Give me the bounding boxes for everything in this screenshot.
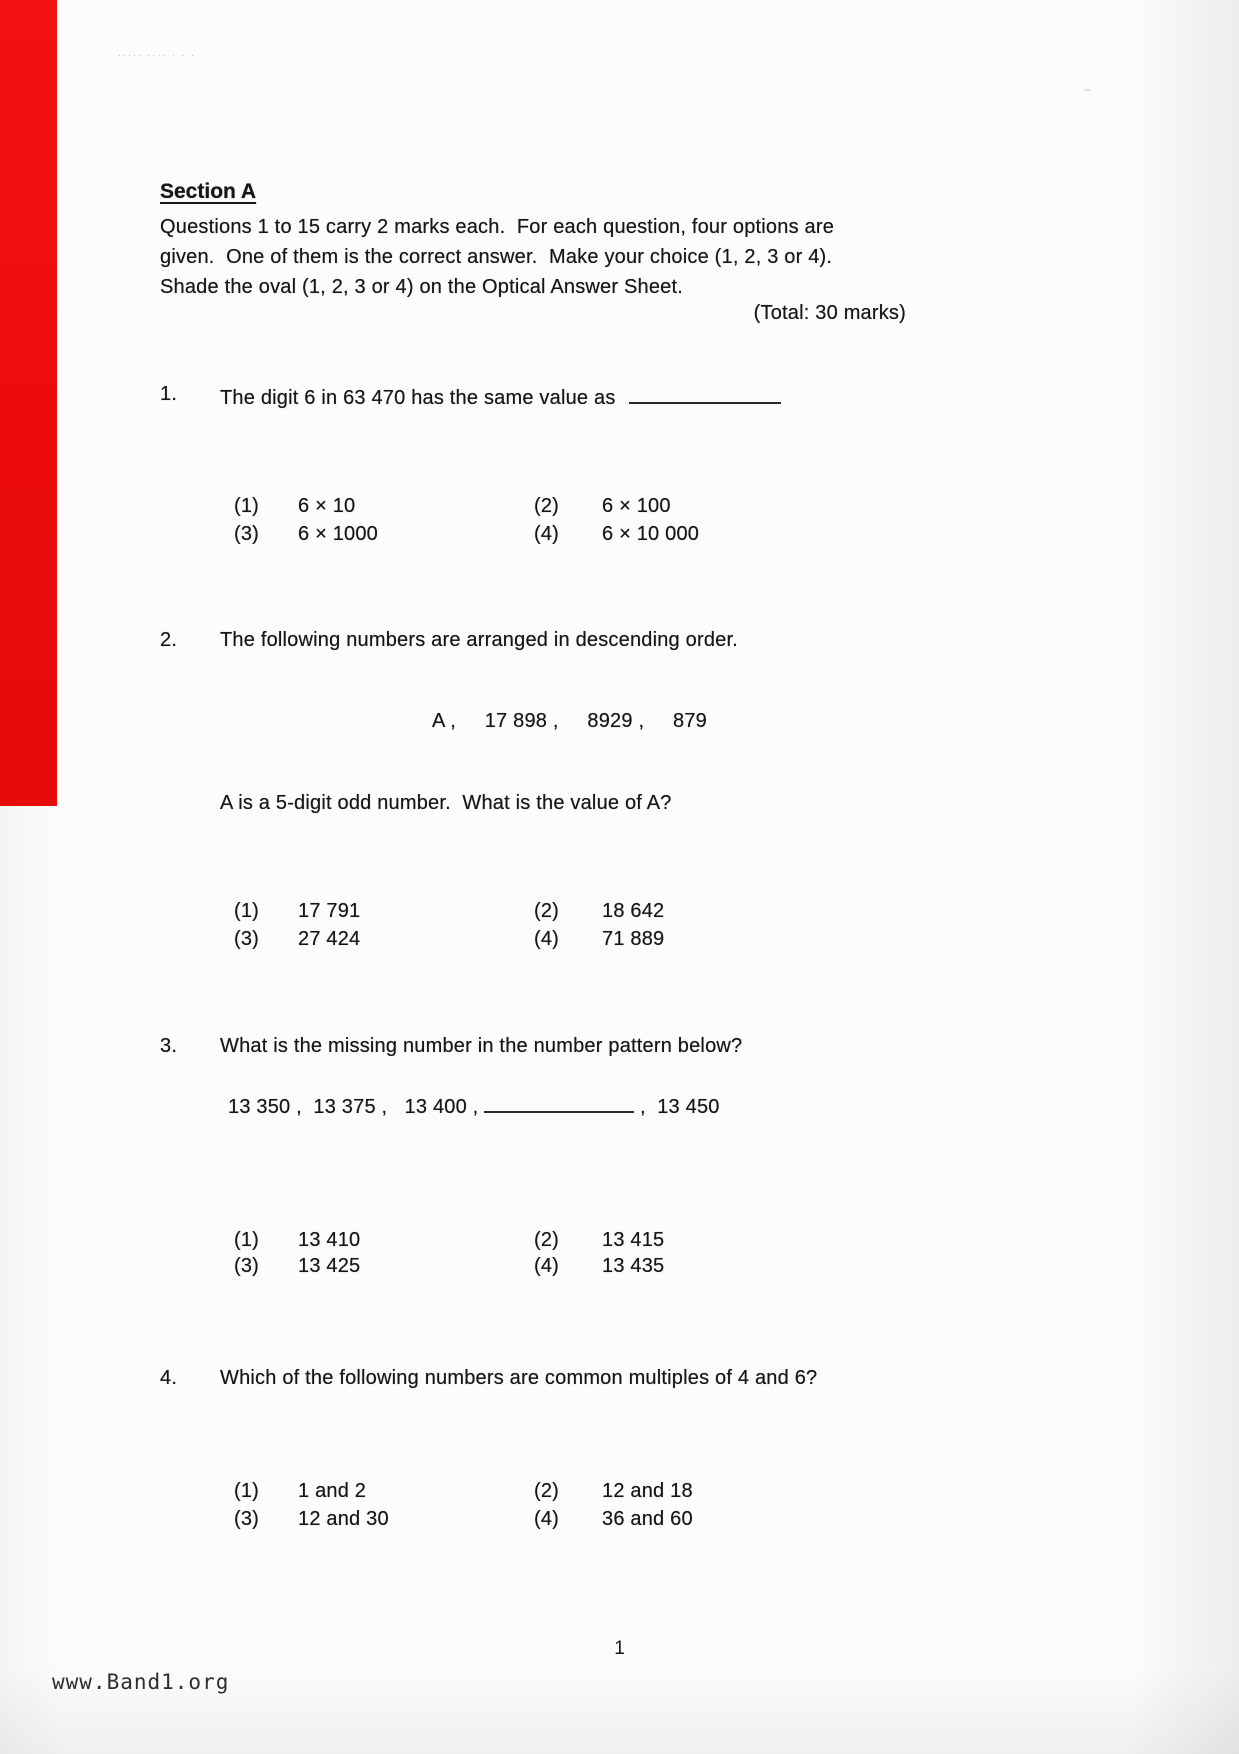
answer-blank: [484, 1092, 634, 1113]
option-label: (3): [234, 1508, 260, 1530]
option-value: 6 × 10: [298, 495, 356, 517]
option-value: 13 435: [602, 1255, 665, 1277]
option-label: (1): [234, 495, 260, 517]
options-grid: [234, 492, 699, 548]
instructions-line: Questions 1 to 15 carry 2 marks each. For each question, four options are: [160, 216, 835, 238]
options-grid: [234, 1477, 693, 1533]
option-value: 71 889: [602, 928, 665, 950]
option-value: 6 × 100: [602, 495, 671, 517]
option-label: (1): [234, 1229, 260, 1251]
total-marks: (Total: 30 marks): [753, 302, 906, 324]
option-label: (1): [234, 900, 260, 922]
question-subtext: A is a 5-digit odd number. What is the value of A?: [220, 792, 672, 814]
scan-artifact-top-left: ····· ···· · · ·: [118, 50, 196, 60]
option-label: (2): [534, 1480, 560, 1502]
option-label: (1): [234, 1480, 260, 1502]
question-text: The following numbers are arranged in descending order.: [220, 629, 738, 651]
section-title: Section A: [160, 180, 257, 203]
number-pattern: [228, 1092, 720, 1119]
scan-artifact-top-right: –: [1084, 82, 1093, 96]
option-value: 17 791: [298, 900, 361, 922]
options-grid: [234, 897, 664, 953]
option-value: 13 410: [298, 1229, 361, 1251]
option-value: 13 425: [298, 1255, 361, 1277]
question-number: 3.: [160, 1035, 178, 1057]
instructions-line: given. One of them is the correct answer. Make your choice (1, 2, 3 or 4).: [160, 246, 833, 268]
option-label: (4): [534, 928, 560, 950]
number-sequence: A , 17 898 , 8929 , 879: [432, 710, 707, 732]
option-value: 18 642: [602, 900, 665, 922]
option-label: (4): [534, 523, 560, 545]
question-number: 2.: [160, 629, 178, 651]
option-label: (3): [234, 928, 260, 950]
option-label: (4): [534, 1255, 560, 1277]
answer-blank: [629, 383, 781, 404]
option-value: 6 × 1000: [298, 523, 379, 545]
option-value: 6 × 10 000: [602, 523, 700, 545]
question-text: Which of the following numbers are common multiples of 4 and 6?: [220, 1367, 818, 1389]
instructions: [160, 212, 834, 302]
question-number: 4.: [160, 1367, 178, 1389]
option-label: (3): [234, 523, 260, 545]
options-grid: [234, 1227, 664, 1279]
page-number: 1: [614, 1638, 625, 1659]
scan-red-stripe: [0, 0, 57, 806]
option-value: 12 and 30: [298, 1508, 389, 1530]
option-label: (4): [534, 1508, 560, 1530]
question-text-content: The digit 6 in 63 470 has the same value as: [220, 387, 616, 409]
option-label: (2): [534, 900, 560, 922]
question-text: [220, 383, 781, 410]
pattern-suffix: , 13 450: [634, 1096, 720, 1118]
option-label: (2): [534, 1229, 560, 1251]
option-value: 13 415: [602, 1229, 665, 1251]
option-value: 36 and 60: [602, 1508, 693, 1530]
instructions-line: Shade the oval (1, 2, 3 or 4) on the Optical Answer Sheet.: [160, 276, 684, 298]
question-text: What is the missing number in the number pattern below?: [220, 1035, 743, 1057]
option-value: 27 424: [298, 928, 361, 950]
option-value: 12 and 18: [602, 1480, 693, 1502]
option-value: 1 and 2: [298, 1480, 367, 1502]
pattern-prefix: 13 350 , 13 375 , 13 400 ,: [228, 1096, 485, 1118]
option-label: (2): [534, 495, 560, 517]
question-number: 1.: [160, 383, 178, 405]
option-label: (3): [234, 1255, 260, 1277]
watermark: www.Band1.org: [52, 1670, 230, 1694]
